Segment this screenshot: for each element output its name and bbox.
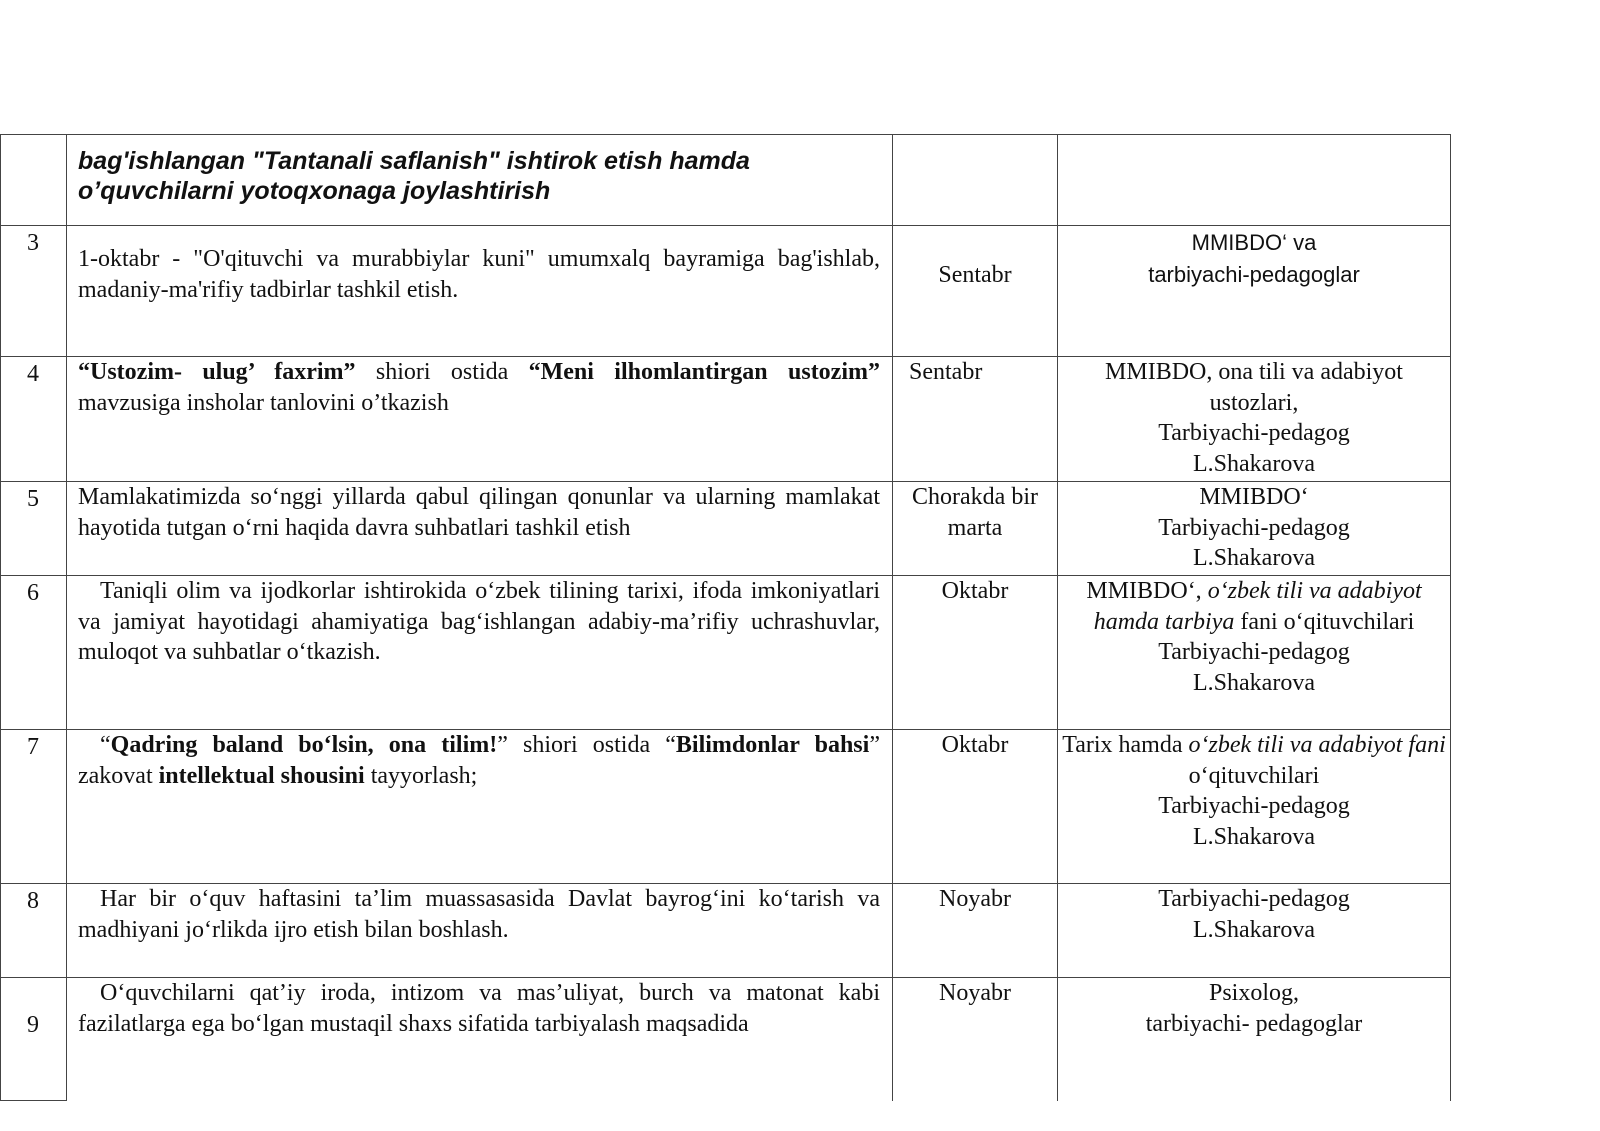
event-responsible — [1058, 357, 1451, 482]
event-responsible — [1058, 135, 1451, 226]
event-time: Oktabr — [893, 730, 1058, 884]
event-time: Noyabr — [893, 884, 1058, 978]
row-number — [1, 135, 67, 226]
event-description — [67, 730, 893, 884]
responsible-line: L.Shakarova — [1193, 669, 1315, 696]
responsible-line: Tarbiyachi-pedagog — [1158, 793, 1350, 819]
responsible-line: tarbiyachi-pedagoglar — [1148, 262, 1360, 287]
show-bold: intellektual shousini — [158, 762, 365, 789]
responsible-line: MMIBDO‘ va — [1191, 230, 1317, 255]
event-description — [67, 482, 893, 576]
text-part: MMIBDO‘, — [1086, 578, 1208, 604]
event-time: Noyabr — [893, 978, 1058, 1101]
event-description-text: 1-oktabr - "O'qituvchi va murabbiylar kuni" umumxalq bayramiga bag'ishlab, madaniy-ma'rifiy tadbirlar tashkil etish. — [78, 246, 880, 303]
text-part: Tarix hamda — [1062, 732, 1189, 758]
event-description — [67, 357, 893, 482]
responsible-line: MMIBDO, ona tili va adabiyot ustozlari, — [1105, 359, 1403, 416]
responsible-line: Psixolog, — [1208, 980, 1300, 1006]
table-row — [1, 730, 1451, 884]
event-time: Chorakda bir marta — [893, 482, 1058, 576]
event-responsible — [1058, 730, 1451, 884]
event-responsible — [1058, 978, 1451, 1101]
table-row — [1, 884, 1451, 978]
responsible-line: tarbiyachi- pedagoglar — [1145, 1010, 1363, 1037]
row-number: 7 — [1, 730, 67, 884]
event-description — [67, 978, 893, 1101]
event-responsible — [1058, 884, 1451, 978]
event-description-text: O‘quvchilarni qat’iy iroda, intizom va mas’uliyat, burch va matonat kabi fazilatlarga ega bo‘lgan mustaqil shaxs sifatida tarbiyalash maqsadida — [78, 980, 880, 1037]
text-part: “ — [100, 732, 111, 758]
subject-italic: o‘zbek tili va adabiyot hamda tarbiya — [1093, 578, 1422, 635]
responsible-line: MMIBDO‘ — [1199, 484, 1309, 510]
row-number: 4 — [1, 357, 67, 482]
responsible-line: Tarbiyachi-pedagog — [1158, 639, 1350, 665]
text-part: shiori ostida — [355, 359, 529, 385]
slogan-bold: “Ustozim- ulug’ faxrim” — [78, 359, 356, 385]
event-description-text: Har bir o‘quv haftasini ta’lim muassasasida Davlat bayrog‘ini ko‘tarish va madhiyani jo‘rlikda ijro etish bilan boshlash. — [78, 886, 880, 943]
event-time — [893, 135, 1058, 226]
row-number: 3 — [1, 226, 67, 357]
responsible-line: L.Shakarova — [1193, 916, 1315, 943]
table-row — [1, 357, 1451, 482]
event-description-text: Taniqli olim va ijodkorlar ishtirokida o‘zbek tilining tarixi, ifoda imkoniyatlari va jamiyat hayotidagi ahamiyatiga bag‘ishlangan adabiy-ma’rifiy uchrashuvlar, muloqot va suhbatlar o‘tkazish. — [78, 578, 880, 665]
row-number: 5 — [1, 482, 67, 576]
row-number: 9 — [1, 978, 67, 1101]
contest-bold: Bilimdonlar bahsi — [675, 732, 870, 758]
table-row — [1, 482, 1451, 576]
subject-italic: o‘zbek tili va adabiyot fani — [1188, 732, 1446, 758]
slogan-bold: Qadring baland bo‘lsin, ona tilim! — [110, 732, 498, 758]
event-responsible — [1058, 482, 1451, 576]
theme-bold: “Meni ilhomlantirgan ustozim” — [528, 359, 880, 385]
responsible-line: L.Shakarova — [1193, 450, 1315, 477]
plan-table — [0, 134, 1451, 1101]
event-time: Sentabr — [893, 357, 1058, 482]
responsible-line: Tarbiyachi-pedagog — [1158, 886, 1350, 912]
table-row — [1, 135, 1451, 226]
event-description — [67, 226, 893, 357]
row-number: 8 — [1, 884, 67, 978]
event-responsible — [1058, 576, 1451, 730]
text-part: ” zakovat — [78, 732, 880, 789]
table-row — [1, 226, 1451, 357]
responsible-line: Tarbiyachi-pedagog — [1158, 514, 1350, 541]
text-part: ” shiori ostida “ — [497, 732, 676, 758]
event-description: bag'ishlangan "Tantanali saflanish" ishtirok etish hamda o’quvchilarni yotoqxonaga joylashtirish — [67, 135, 893, 226]
table-row — [1, 576, 1451, 730]
row-number: 6 — [1, 576, 67, 730]
event-responsible — [1058, 226, 1451, 357]
responsible-line: L.Shakarova — [1193, 545, 1315, 571]
event-time: Sentabr — [893, 226, 1058, 357]
responsible-line: Tarbiyachi-pedagog — [1158, 420, 1350, 446]
text-part: o‘qituvchilari — [1188, 762, 1320, 789]
text-part: mavzusiga insholar tanlovini o’tkazish — [78, 389, 449, 416]
event-description-text: Mamlakatimizda so‘nggi yillarda qabul qilingan qonunlar va ularning mamlakat hayotida tutgan o‘rni haqida davra suhbatlari tashkil etish — [78, 484, 880, 541]
event-time: Oktabr — [893, 576, 1058, 730]
text-part: fani o‘qituvchilari — [1234, 608, 1415, 635]
text-part: tayyorlash; — [364, 762, 478, 789]
event-description — [67, 884, 893, 978]
event-description — [67, 576, 893, 730]
responsible-line: L.Shakarova — [1193, 823, 1315, 850]
table-row — [1, 978, 1451, 1101]
